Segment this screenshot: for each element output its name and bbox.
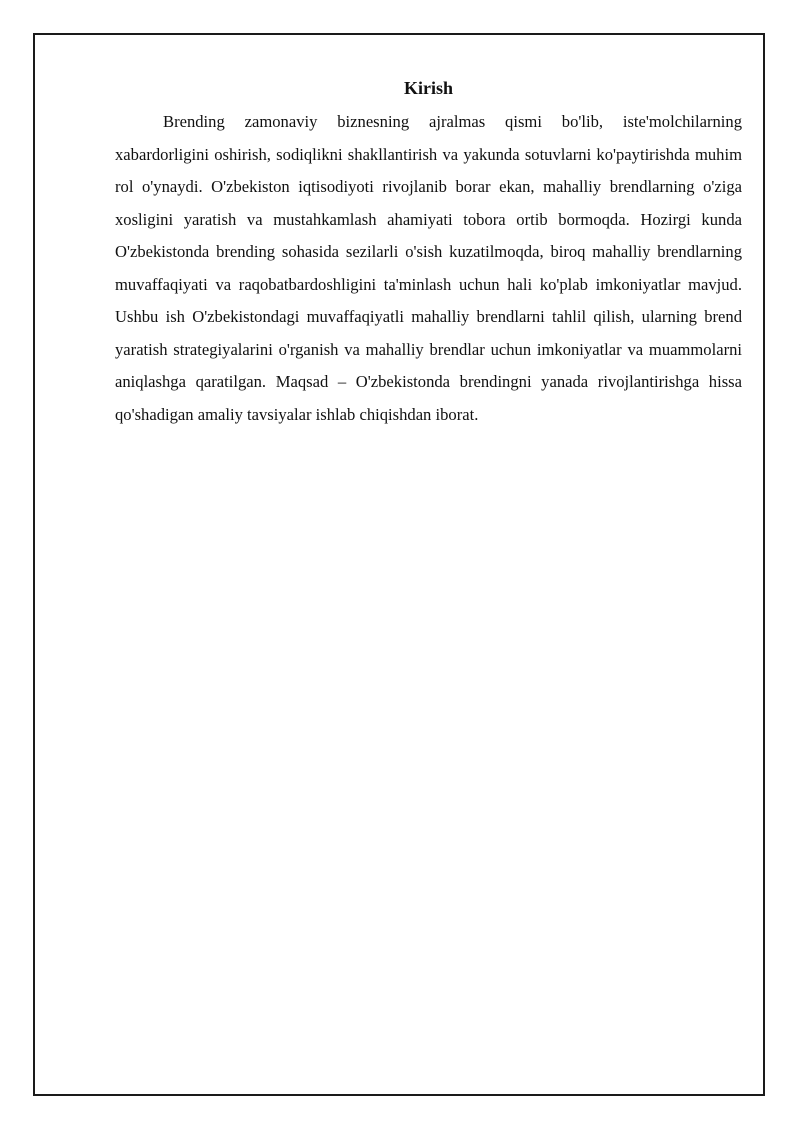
- document-body: [115, 76, 742, 431]
- intro-paragraph: Brending zamonaviy biznesning ajralmas qismi bo'lib, iste'molchilarning xabardorligini oshirish, sodiqlikni shakllantirish va yakunda sotuvlarni ko'paytirishda muhim rol o'ynaydi. O'zbekiston iqtisodiyoti rivojlanib borar ekan, mahalliy brendlarning o'ziga xosligini yaratish va mustahkamlash ahamiyati tobora ortib bormoqda. Hozirgi kunda O'zbekistonda brending sohasida sezilarli o'sish kuzatilmoqda, biroq mahalliy brendlarning muvaffaqiyati va raqobatbardoshligini ta'minlash uchun hali ko'plab imkoniyatlar mavjud. Ushbu ish O'zbekistondagi muvaffaqiyatli mahalliy brendlarni tahlil qilish, ularning brend yaratish strategiyalarini o'rganish va mahalliy brendlar uchun imkoniyatlar va muammolarni aniqlashga qaratilgan. Maqsad – O'zbekistonda brendingni yanada rivojlantirishga hissa qo'shadigan amaliy tavsiyalar ishlab chiqishdan iborat.: [115, 112, 742, 424]
- section-title: Kirish: [403, 78, 453, 98]
